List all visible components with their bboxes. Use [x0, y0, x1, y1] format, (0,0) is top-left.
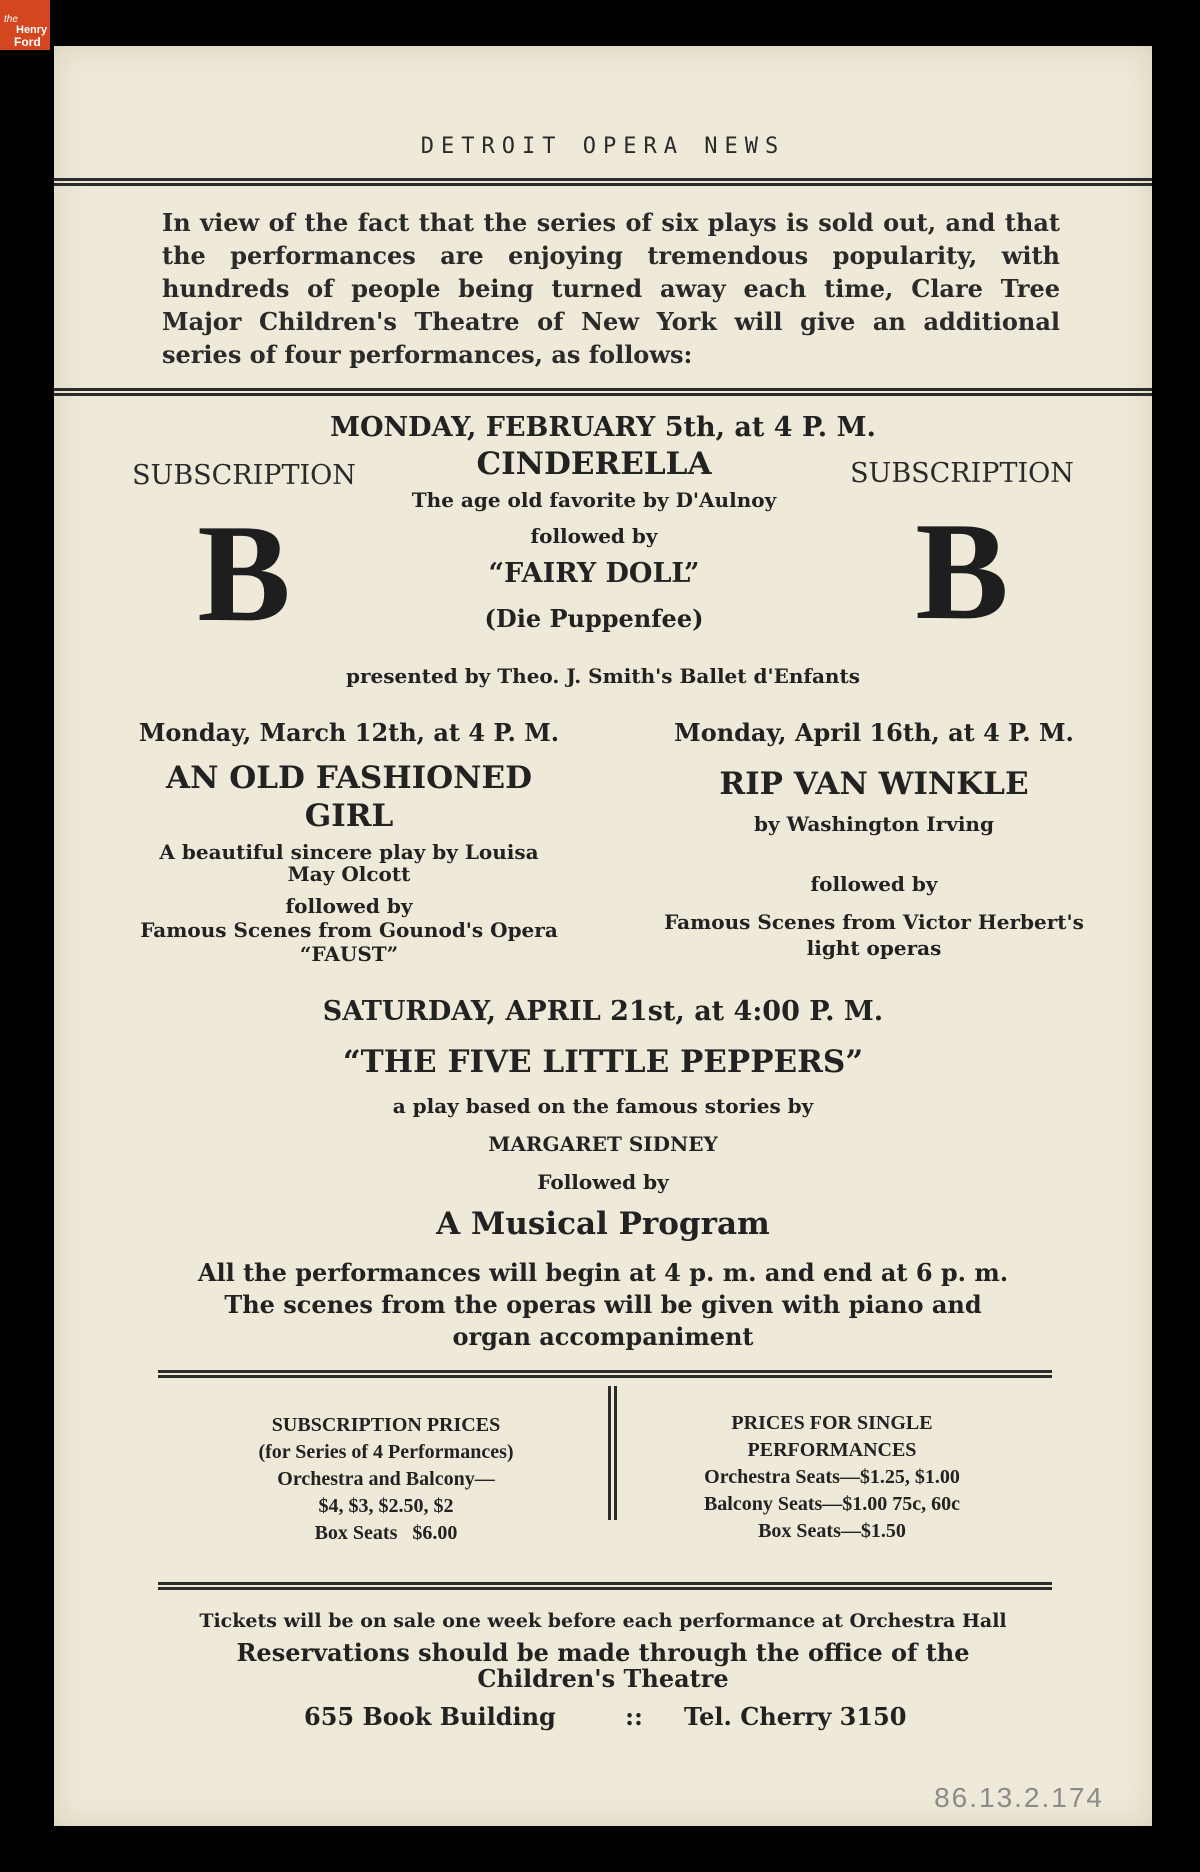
april21-desc: a play based on the famous stories by [392, 1094, 814, 1118]
footer-address: 655 Book Building [304, 1702, 556, 1731]
single-prices-heading-line2: PERFORMANCES [747, 1439, 917, 1461]
subscription-prices-line2: $4, $3, $2.50, $2 [318, 1495, 454, 1517]
masthead: DETROIT OPERA NEWS [420, 134, 786, 159]
subscription-prices [174, 1412, 598, 1547]
april16-title: RIP VAN WINKLE [719, 766, 1029, 802]
logo-text-the: the [4, 14, 18, 25]
single-prices-heading-line1: PRICES FOR SINGLE [731, 1412, 933, 1434]
single-prices [620, 1410, 1044, 1545]
feb-followed-by: followed by [530, 524, 658, 548]
subscription-prices-heading: SUBSCRIPTION PRICES [271, 1414, 501, 1436]
accession-number: 86.13.2.174 [934, 1782, 1104, 1813]
april21-followed-by: Followed by [537, 1170, 669, 1194]
feb-second-subtitle: (Die Puppenfee) [484, 604, 704, 633]
feb-second-title: “FAIRY DOLL” [488, 558, 700, 589]
footer-tickets: Tickets will be on sale one week before each performance at Orchestra Hall [199, 1610, 1007, 1632]
divider-prices-top [158, 1370, 1052, 1378]
footer-reservations-line1: Reservations should be made through the office of the [236, 1638, 970, 1667]
notes-line3: organ accompaniment [452, 1322, 754, 1351]
divider-top [54, 178, 1152, 186]
document-page [54, 46, 1152, 1826]
march-desc-line1: A beautiful sincere play by Louisa [159, 840, 539, 864]
april21-title: “THE FIVE LITTLE PEPPERS” [342, 1044, 864, 1080]
april21-author: MARGARET SIDNEY [488, 1132, 718, 1156]
april21-program: A Musical Program [436, 1206, 770, 1242]
april16-author: by Washington Irving [754, 812, 994, 836]
march-followed-by: followed by [285, 894, 413, 918]
subscription-letter-right: B [915, 494, 1009, 649]
divider-intro [54, 388, 1152, 396]
footer-separator: :: [625, 1702, 643, 1731]
footer-phone: Tel. Cherry 3150 [684, 1702, 907, 1731]
divider-prices-vertical [608, 1386, 617, 1520]
march-desc-line2: May Olcott [287, 862, 411, 886]
subscription-label-right: SUBSCRIPTION [850, 458, 1074, 489]
notes-line2: The scenes from the operas will be given with piano and [224, 1290, 982, 1319]
april21-date: SATURDAY, APRIL 21st, at 4:00 P. M. [322, 996, 884, 1027]
feb-title: CINDERELLA [476, 446, 712, 482]
henry-ford-logo [0, 0, 50, 50]
march-title-line1: AN OLD FASHIONED [166, 760, 532, 796]
divider-prices-bottom [158, 1582, 1052, 1590]
march-scenes: Famous Scenes from Gounod's Opera [140, 918, 558, 942]
subscription-letter-left: B [197, 496, 291, 651]
subscription-prices-note: (for Series of 4 Performances) [258, 1441, 514, 1463]
april16-date: Monday, April 16th, at 4 P. M. [674, 718, 1074, 747]
feb-presented-by: presented by Theo. J. Smith's Ballet d'Enfants [346, 664, 860, 688]
april16-scenes-line1: Famous Scenes from Victor Herbert's [664, 910, 1084, 934]
notes-line1: All the performances will begin at 4 p. m. and end at 6 p. m. [197, 1258, 1009, 1287]
footer-reservations-line2: Children's Theatre [477, 1664, 729, 1693]
single-prices-line3: Box Seats—$1.50 [758, 1520, 906, 1542]
logo-text-ford: Ford [14, 35, 41, 49]
feb-date: MONDAY, FEBRUARY 5th, at 4 P. M. [330, 412, 876, 443]
march-date: Monday, March 12th, at 4 P. M. [138, 718, 560, 747]
april16-followed-by: followed by [810, 872, 938, 896]
april16-scenes-line2: light operas [806, 936, 942, 960]
logo-text-henry: Henry [16, 24, 48, 36]
intro-paragraph: In view of the fact that the series of six plays is sold out, and that the performances are enjoying tremendous popularity, with hundreds of people being turned away each time, Clare Tree Major Children's Theatre of New York will give an additional series of four performances, as follows: [162, 208, 1060, 369]
march-title-line2: GIRL [304, 798, 394, 834]
march-opera: “FAUST” [299, 942, 399, 966]
feb-desc: The age old favorite by D'Aulnoy [411, 488, 777, 512]
single-prices-line2: Balcony Seats—$1.00 75c, 60c [703, 1493, 961, 1515]
single-prices-line1: Orchestra Seats—$1.25, $1.00 [704, 1466, 960, 1488]
subscription-prices-line1: Orchestra and Balcony— [277, 1468, 495, 1490]
subscription-label-left: SUBSCRIPTION [132, 460, 356, 491]
subscription-prices-line3: Box Seats $6.00 [314, 1522, 458, 1544]
